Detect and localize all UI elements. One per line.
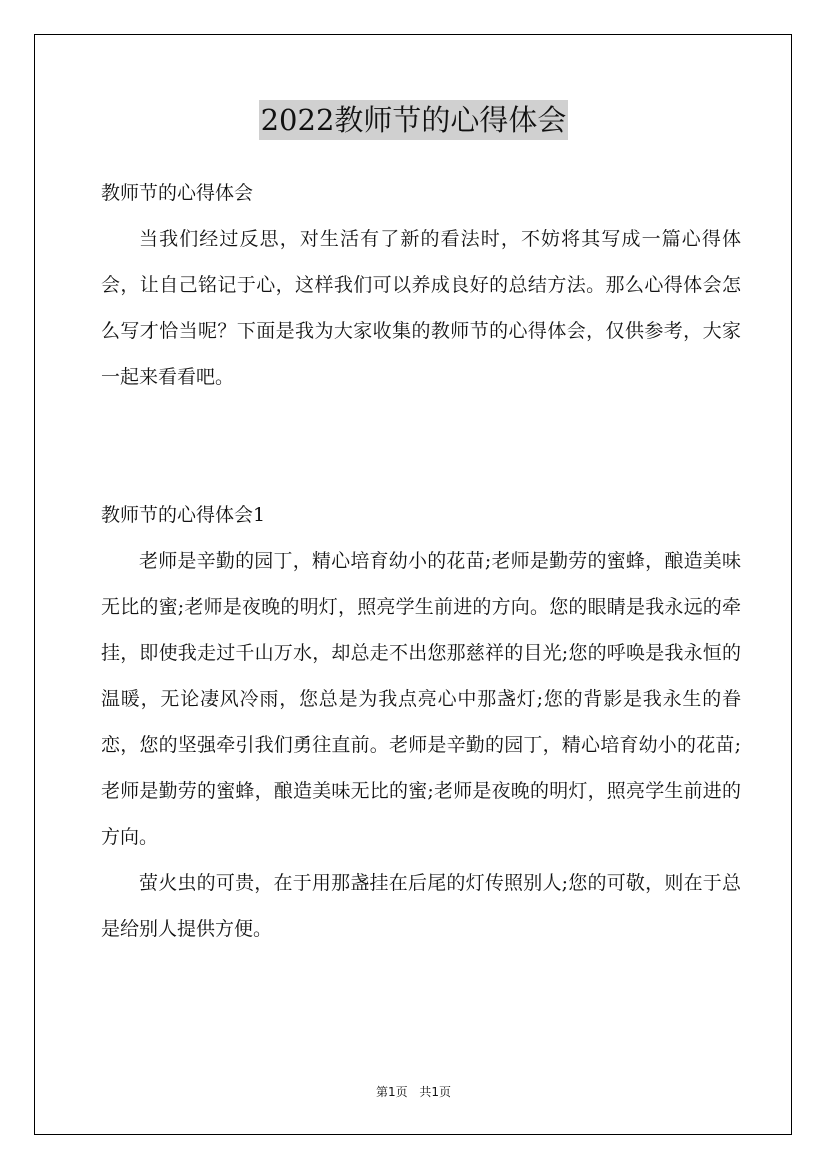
page-total: 共1页 xyxy=(419,1085,452,1099)
section-1-paragraph-2: 萤火虫的可贵，在于用那盏挂在后尾的灯传照别人;您的可敬，则在于总是给别人提供方便。 xyxy=(101,872,741,940)
title-container xyxy=(0,100,827,140)
section-1-paragraph-1: 老师是辛勤的园丁，精心培育幼小的花苗;老师是勤劳的蜜蜂，酿造美味无比的蜜;老师是夜晚的明灯，照亮学生前进的方向。您的眼睛是我永远的牵挂，即使我走过千山万水，却总走不出您那慈祥的目光;您的呼唤是我永恒的温暖，无论凄风冷雨，您总是为我点亮心中那盏灯;您的背影是我永生的眷恋，您的坚强牵引我们勇往直前。老师是辛勤的园丁，精心培育幼小的花苗;老师是勤劳的蜜蜂，酿造美味无比的蜜;老师是夜晚的明灯，照亮学生前进的方向。 xyxy=(101,550,741,848)
document-body xyxy=(101,170,741,952)
document-title: 2022教师节的心得体会 xyxy=(259,100,569,140)
page-footer xyxy=(0,1082,827,1102)
page-number: 第1页 xyxy=(375,1085,408,1099)
intro-paragraph: 当我们经过反思，对生活有了新的看法时，不妨将其写成一篇心得体会，让自己铭记于心，这样我们可以养成良好的总结方法。那么心得体会怎么写才恰当呢？下面是我为大家收集的教师节的心得体会，仅供参考，大家一起来看看吧。 xyxy=(101,228,741,388)
section-spacer xyxy=(101,400,741,492)
intro-heading: 教师节的心得体会 xyxy=(101,182,254,204)
section-1-heading: 教师节的心得体会1 xyxy=(101,504,266,526)
